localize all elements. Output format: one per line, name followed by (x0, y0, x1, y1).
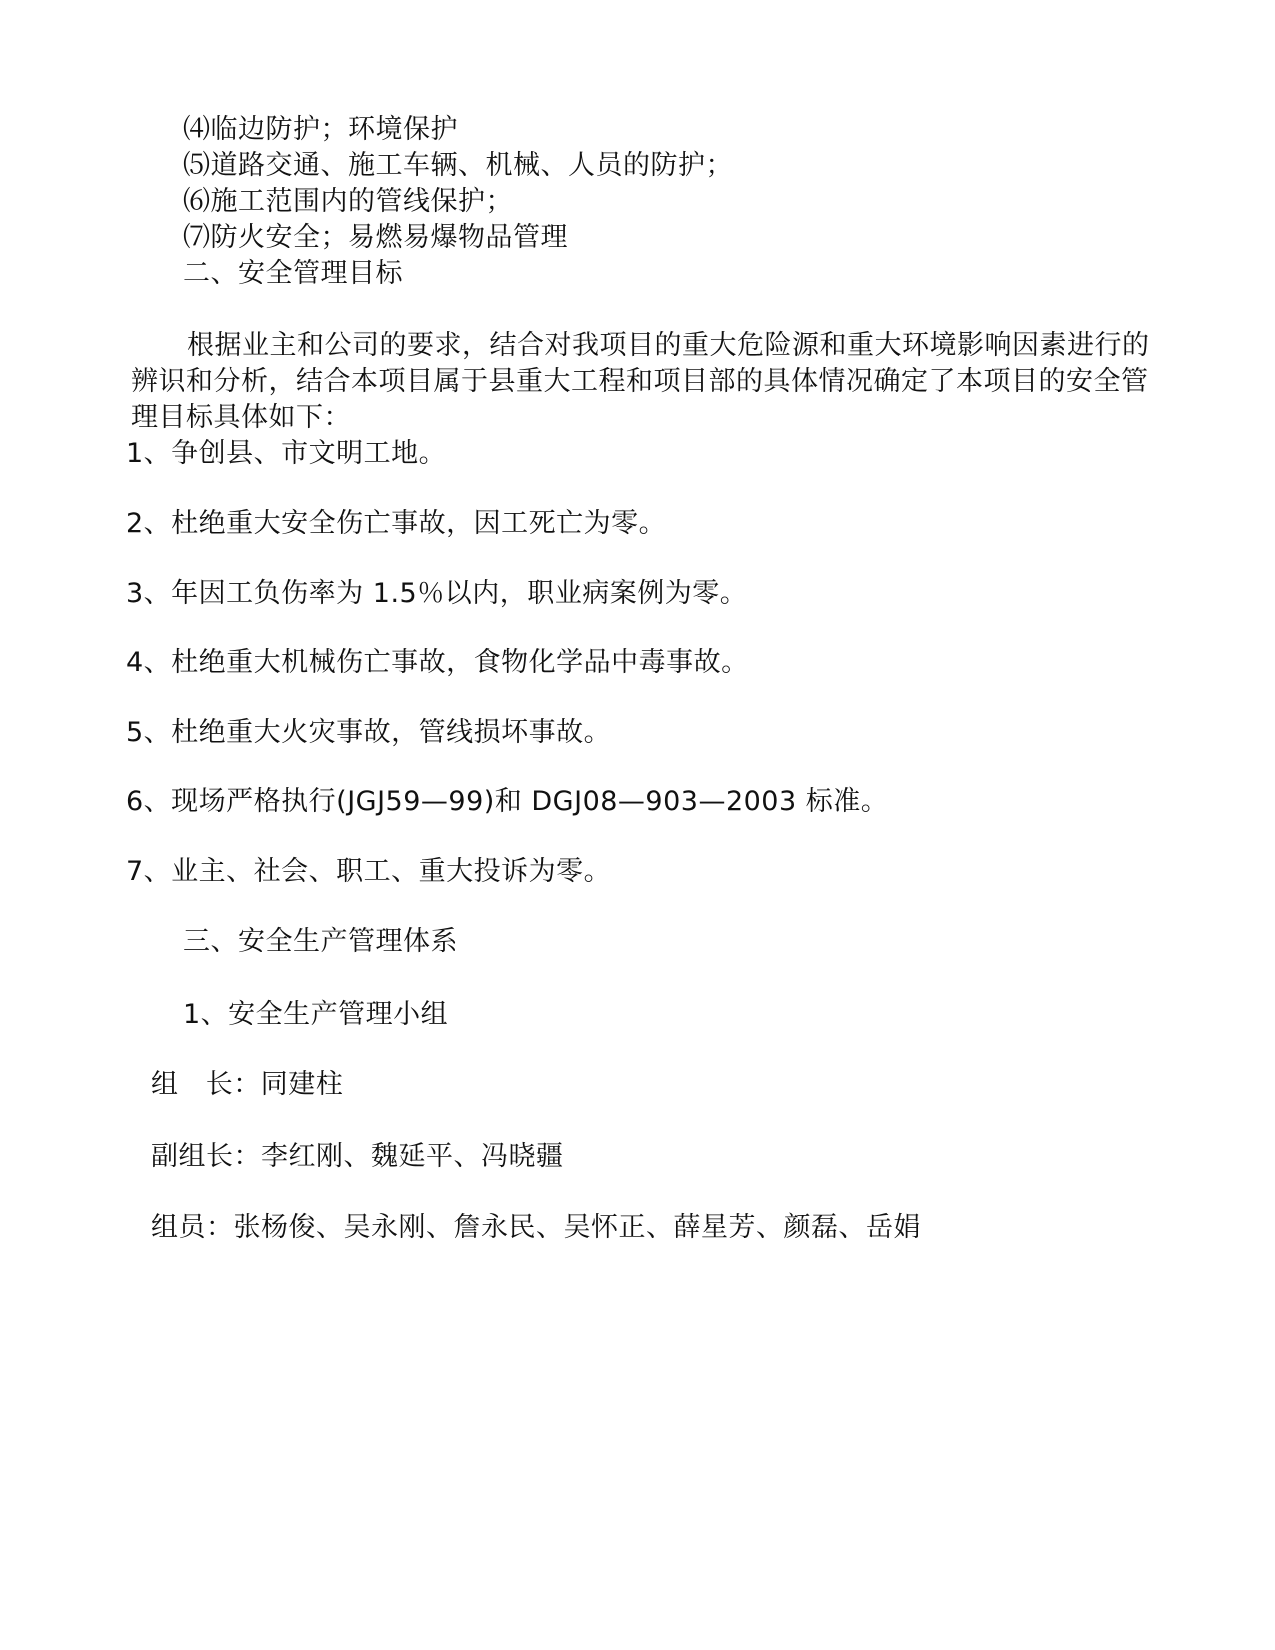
goal-item-3: 3、年因工负伤率为 1.5％以内，职业病案例为零。 (126, 578, 748, 609)
subsection-heading-management-team: 1、安全生产管理小组 (183, 999, 449, 1030)
goal-item-4: 4、杜绝重大机械伤亡事故，食物化学品中毒事故。 (126, 647, 749, 678)
section-heading-management-system: 三、安全生产管理体系 (183, 926, 458, 957)
team-members: 组员：张杨俊、吴永刚、詹永民、吴怀正、薛星芳、颜磊、岳娟 (151, 1212, 921, 1243)
intro-paragraph (131, 328, 1171, 436)
goal-item-5: 5、杜绝重大火灾事故，管线损坏事故。 (126, 717, 612, 748)
goal-item-2: 2、杜绝重大安全伤亡事故，因工死亡为零。 (126, 508, 667, 539)
protection-item-6: ⑹施工范围内的管线保护； (183, 186, 513, 217)
team-leader: 组 长：同建柱 (151, 1069, 344, 1100)
section-heading-safety-goals: 二、安全管理目标 (183, 258, 403, 289)
goal-item-6: 6、现场严格执行(JGJ59—99)和 DGJ08—903—2003 标准。 (126, 786, 889, 817)
protection-item-7: ⑺防火安全；易燃易爆物品管理 (183, 222, 568, 253)
protection-item-5: ⑸道路交通、施工车辆、机械、人员的防护； (183, 150, 733, 181)
protection-item-4: ⑷临边防护；环境保护 (183, 114, 458, 145)
goal-item-7: 7、业主、社会、职工、重大投诉为零。 (126, 856, 612, 887)
intro-paragraph-text: 根据业主和公司的要求，结合对我项目的重大危险源和重大环境影响因素进行的辨识和分析，结合本项目属于县重大工程和项目部的具体情况确定了本项目的安全管理目标具体如下： (131, 330, 1150, 433)
team-deputy-leaders: 副组长：李红刚、魏延平、冯晓疆 (151, 1141, 564, 1172)
goal-item-1: 1、争创县、市文明工地。 (126, 438, 447, 469)
